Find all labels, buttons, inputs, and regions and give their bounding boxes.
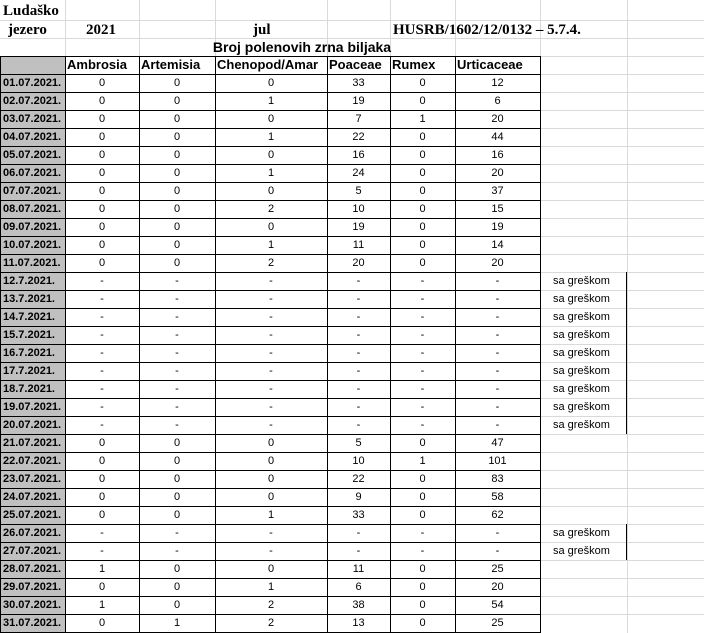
table-border-horizontal: [0, 398, 541, 399]
value-cell[interactable]: -: [420, 401, 425, 413]
date-cell[interactable]: 08.07.2021.: [0, 200, 65, 218]
value-cell[interactable]: 0: [98, 203, 106, 215]
note-block-right-border: [626, 272, 627, 434]
table-border-horizontal: [0, 542, 541, 543]
value-cell[interactable]: 16: [491, 149, 504, 161]
value-cell[interactable]: -: [356, 545, 361, 557]
value-cell[interactable]: -: [100, 311, 104, 323]
value-cell[interactable]: -: [175, 347, 179, 359]
date-cell[interactable]: 21.07.2021.: [0, 434, 65, 452]
date-cell[interactable]: 20.07.2021.: [0, 416, 65, 434]
value-cell[interactable]: 0: [173, 77, 181, 89]
value-cell[interactable]: 0: [98, 239, 106, 251]
error-note-cell[interactable]: sa greškom: [553, 545, 610, 557]
value-cell[interactable]: -: [100, 419, 104, 431]
value-cell[interactable]: -: [175, 275, 179, 287]
date-cell[interactable]: 10.07.2021.: [0, 236, 65, 254]
table-border-horizontal: [0, 56, 541, 57]
value-cell[interactable]: 0: [419, 149, 426, 161]
value-cell[interactable]: 0: [419, 437, 426, 449]
column-header[interactable]: Rumex: [392, 57, 436, 72]
value-cell[interactable]: 0: [98, 77, 106, 89]
value-cell[interactable]: 1: [98, 563, 106, 575]
value-cell[interactable]: 0: [419, 185, 426, 197]
table-border-horizontal: [0, 578, 541, 579]
note-block-right-border: [626, 524, 627, 560]
value-cell[interactable]: 0: [173, 509, 181, 521]
table-border-horizontal: [0, 146, 541, 147]
table-border-horizontal: [0, 614, 541, 615]
table-border-horizontal: [0, 434, 541, 435]
value-cell[interactable]: 0: [267, 455, 275, 467]
date-header-cell[interactable]: [0, 56, 65, 74]
date-cell[interactable]: 23.07.2021.: [0, 470, 65, 488]
date-cell[interactable]: 05.07.2021.: [0, 146, 65, 164]
value-cell[interactable]: 0: [419, 491, 426, 503]
error-note-cell[interactable]: sa greškom: [553, 329, 610, 341]
value-cell[interactable]: -: [356, 293, 361, 305]
value-cell[interactable]: -: [356, 401, 361, 413]
value-cell[interactable]: 0: [173, 491, 181, 503]
table-border-horizontal: [0, 506, 541, 507]
value-cell[interactable]: 0: [173, 113, 181, 125]
value-cell[interactable]: -: [420, 329, 425, 341]
value-cell[interactable]: 9: [355, 491, 362, 503]
value-cell[interactable]: 62: [491, 509, 504, 521]
table-border-horizontal: [0, 236, 541, 237]
value-cell[interactable]: 20: [352, 257, 365, 269]
table-border-horizontal: [0, 218, 541, 219]
table-border-horizontal: [0, 182, 541, 183]
value-cell[interactable]: -: [356, 419, 361, 431]
value-cell[interactable]: 44: [491, 131, 504, 143]
value-cell[interactable]: 1: [267, 95, 275, 107]
value-cell[interactable]: 0: [419, 221, 426, 233]
value-cell[interactable]: 0: [173, 131, 181, 143]
column-header[interactable]: Urticaceae: [457, 57, 523, 72]
table-border-horizontal: [0, 596, 541, 597]
value-cell[interactable]: 7: [355, 113, 362, 125]
table-border-horizontal: [0, 344, 541, 345]
value-cell[interactable]: -: [356, 527, 361, 539]
value-cell[interactable]: -: [100, 365, 104, 377]
value-cell[interactable]: 0: [419, 203, 426, 215]
value-cell[interactable]: 19: [352, 221, 365, 233]
date-cell[interactable]: 16.7.2021.: [0, 344, 65, 362]
value-cell[interactable]: 101: [488, 455, 507, 467]
value-cell[interactable]: 0: [419, 599, 426, 611]
value-cell[interactable]: 83: [491, 473, 504, 485]
value-cell[interactable]: 1: [173, 617, 181, 629]
column-header[interactable]: Artemisia: [141, 57, 201, 72]
value-cell[interactable]: 0: [173, 437, 181, 449]
table-border-horizontal: [0, 254, 541, 255]
date-cell[interactable]: 25.07.2021.: [0, 506, 65, 524]
value-cell[interactable]: 11: [352, 239, 365, 251]
date-cell[interactable]: 26.07.2021.: [0, 524, 65, 542]
table-subtitle[interactable]: Broj polenovih zrna biljaka: [212, 39, 392, 55]
value-cell[interactable]: 0: [419, 617, 426, 629]
value-cell[interactable]: 0: [419, 95, 426, 107]
value-cell[interactable]: -: [175, 329, 179, 341]
value-cell[interactable]: 0: [173, 185, 181, 197]
value-cell[interactable]: 10: [352, 455, 365, 467]
value-cell[interactable]: 22: [352, 473, 365, 485]
value-cell[interactable]: -: [100, 329, 104, 341]
value-cell[interactable]: 19: [352, 95, 365, 107]
date-cell[interactable]: 14.7.2021.: [0, 308, 65, 326]
date-cell[interactable]: 03.07.2021.: [0, 110, 65, 128]
error-note-cell[interactable]: sa greškom: [553, 419, 610, 431]
error-note-cell[interactable]: sa greškom: [553, 365, 610, 377]
value-cell[interactable]: 0: [419, 167, 426, 179]
value-cell[interactable]: -: [100, 401, 104, 413]
value-cell[interactable]: -: [495, 293, 500, 305]
month-cell[interactable]: jul: [253, 22, 271, 38]
value-cell[interactable]: 47: [491, 437, 504, 449]
value-cell[interactable]: 1: [98, 599, 106, 611]
error-note-cell[interactable]: sa greškom: [553, 275, 610, 287]
value-cell[interactable]: 0: [98, 95, 106, 107]
value-cell[interactable]: -: [356, 365, 361, 377]
value-cell[interactable]: -: [269, 419, 273, 431]
table-border-horizontal: [0, 92, 541, 93]
date-cell[interactable]: 15.7.2021.: [0, 326, 65, 344]
value-cell[interactable]: -: [420, 545, 425, 557]
date-cell[interactable]: 28.07.2021.: [0, 560, 65, 578]
table-border-horizontal: [0, 164, 541, 165]
value-cell[interactable]: -: [175, 401, 179, 413]
value-cell[interactable]: -: [420, 527, 425, 539]
table-border-horizontal: [0, 326, 541, 327]
date-cell[interactable]: 12.7.2021.: [0, 272, 65, 290]
value-cell[interactable]: 5: [355, 185, 362, 197]
value-cell[interactable]: -: [495, 275, 500, 287]
value-cell[interactable]: 0: [98, 437, 106, 449]
column-header[interactable]: Chenopod/Amar: [217, 57, 319, 72]
value-cell[interactable]: 1: [267, 167, 275, 179]
value-cell[interactable]: 1: [419, 455, 426, 467]
value-cell[interactable]: 2: [267, 203, 275, 215]
error-note-cell[interactable]: sa greškom: [553, 311, 610, 323]
project-code-cell[interactable]: HUSRB/1602/12/0132 – 5.7.4.: [393, 22, 581, 38]
value-cell[interactable]: 0: [173, 455, 181, 467]
value-cell[interactable]: -: [420, 383, 425, 395]
date-cell[interactable]: 19.07.2021.: [0, 398, 65, 416]
value-cell[interactable]: 0: [98, 113, 106, 125]
value-cell[interactable]: 0: [267, 221, 275, 233]
value-cell[interactable]: 0: [173, 149, 181, 161]
value-cell[interactable]: 0: [419, 473, 426, 485]
value-cell[interactable]: 0: [173, 599, 181, 611]
value-cell[interactable]: 33: [352, 77, 365, 89]
value-cell[interactable]: 22: [352, 131, 365, 143]
value-cell[interactable]: 0: [267, 491, 275, 503]
gridline-vertical: [627, 0, 628, 633]
location-line1[interactable]: Ludaško: [3, 3, 59, 19]
value-cell[interactable]: 12: [491, 77, 504, 89]
value-cell[interactable]: 0: [98, 617, 106, 629]
value-cell[interactable]: 0: [173, 581, 181, 593]
value-cell[interactable]: 0: [173, 473, 181, 485]
date-cell[interactable]: 01.07.2021.: [0, 74, 65, 92]
date-cell[interactable]: 09.07.2021.: [0, 218, 65, 236]
value-cell[interactable]: 0: [98, 131, 106, 143]
value-cell[interactable]: 1: [267, 581, 275, 593]
value-cell[interactable]: -: [100, 347, 104, 359]
value-cell[interactable]: 20: [491, 581, 504, 593]
value-cell[interactable]: 11: [352, 563, 365, 575]
value-cell[interactable]: 16: [352, 149, 365, 161]
value-cell[interactable]: 25: [491, 617, 504, 629]
value-cell[interactable]: 2: [267, 599, 275, 611]
value-cell[interactable]: 0: [98, 257, 106, 269]
value-cell[interactable]: 1: [267, 509, 275, 521]
value-cell[interactable]: -: [269, 293, 273, 305]
year-cell[interactable]: 2021: [86, 22, 116, 38]
error-note-cell[interactable]: sa greškom: [553, 527, 610, 539]
date-cell[interactable]: 07.07.2021.: [0, 182, 65, 200]
table-border-horizontal: [0, 290, 541, 291]
error-note-cell[interactable]: sa greškom: [553, 401, 610, 413]
value-cell[interactable]: 13: [352, 617, 365, 629]
value-cell[interactable]: 1: [267, 239, 275, 251]
value-cell[interactable]: 0: [173, 563, 181, 575]
value-cell[interactable]: 0: [173, 203, 181, 215]
value-cell[interactable]: -: [420, 365, 425, 377]
table-border-horizontal: [0, 362, 541, 363]
value-cell[interactable]: -: [495, 419, 500, 431]
value-cell[interactable]: -: [175, 527, 179, 539]
value-cell[interactable]: 24: [352, 167, 365, 179]
table-border-horizontal: [0, 452, 541, 453]
value-cell[interactable]: 0: [267, 473, 275, 485]
value-cell[interactable]: 0: [98, 455, 106, 467]
table-border-horizontal: [0, 380, 541, 381]
value-cell[interactable]: -: [420, 419, 425, 431]
value-cell[interactable]: 0: [267, 185, 275, 197]
table-border-horizontal: [0, 110, 541, 111]
table-border-horizontal: [0, 416, 541, 417]
date-cell[interactable]: 30.07.2021.: [0, 596, 65, 614]
value-cell[interactable]: -: [175, 419, 179, 431]
table-border-horizontal: [0, 488, 541, 489]
value-cell[interactable]: -: [495, 365, 500, 377]
value-cell[interactable]: 0: [419, 581, 426, 593]
value-cell[interactable]: -: [175, 311, 179, 323]
date-cell[interactable]: 22.07.2021.: [0, 452, 65, 470]
table-border-horizontal: [0, 308, 541, 309]
value-cell[interactable]: 0: [98, 509, 106, 521]
value-cell[interactable]: -: [175, 545, 179, 557]
value-cell[interactable]: 1: [267, 131, 275, 143]
date-cell[interactable]: 17.7.2021.: [0, 362, 65, 380]
value-cell[interactable]: 6: [494, 95, 501, 107]
value-cell[interactable]: -: [495, 401, 500, 413]
date-cell[interactable]: 27.07.2021.: [0, 542, 65, 560]
table-border-horizontal: [0, 470, 541, 471]
error-note-cell[interactable]: sa greškom: [553, 383, 610, 395]
value-cell[interactable]: 54: [491, 599, 504, 611]
value-cell[interactable]: 0: [419, 257, 426, 269]
value-cell[interactable]: -: [356, 383, 361, 395]
value-cell[interactable]: 0: [419, 563, 426, 575]
value-cell[interactable]: -: [495, 383, 500, 395]
value-cell[interactable]: 0: [173, 221, 181, 233]
value-cell[interactable]: -: [495, 347, 500, 359]
table-border-horizontal: [0, 128, 541, 129]
value-cell[interactable]: 0: [419, 77, 426, 89]
value-cell[interactable]: 10: [352, 203, 365, 215]
value-cell[interactable]: 1: [419, 113, 426, 125]
date-cell[interactable]: 24.07.2021.: [0, 488, 65, 506]
value-cell[interactable]: 0: [173, 95, 181, 107]
value-cell[interactable]: 0: [173, 257, 181, 269]
value-cell[interactable]: 0: [98, 221, 106, 233]
date-cell[interactable]: 13.7.2021.: [0, 290, 65, 308]
value-cell[interactable]: 38: [352, 599, 365, 611]
value-cell[interactable]: -: [269, 347, 273, 359]
date-cell[interactable]: 11.07.2021.: [0, 254, 65, 272]
value-cell[interactable]: 25: [491, 563, 504, 575]
error-note-cell[interactable]: sa greškom: [553, 293, 610, 305]
value-cell[interactable]: 0: [419, 131, 426, 143]
value-cell[interactable]: 14: [491, 239, 504, 251]
value-cell[interactable]: 0: [98, 167, 106, 179]
value-cell[interactable]: 20: [491, 257, 504, 269]
value-cell[interactable]: 0: [419, 509, 426, 521]
value-cell[interactable]: -: [100, 383, 104, 395]
column-header[interactable]: Ambrosia: [67, 57, 127, 72]
value-cell[interactable]: -: [356, 329, 361, 341]
value-cell[interactable]: 0: [419, 239, 426, 251]
value-cell[interactable]: 58: [491, 491, 504, 503]
value-cell[interactable]: -: [175, 293, 179, 305]
value-cell[interactable]: 0: [267, 77, 275, 89]
value-cell[interactable]: -: [269, 401, 273, 413]
value-cell[interactable]: -: [269, 527, 273, 539]
value-cell[interactable]: 0: [173, 167, 181, 179]
table-border-horizontal: [0, 74, 541, 75]
value-cell[interactable]: 0: [267, 149, 275, 161]
value-cell[interactable]: 2: [267, 617, 275, 629]
value-cell[interactable]: -: [175, 365, 179, 377]
date-cell[interactable]: 06.07.2021.: [0, 164, 65, 182]
date-cell[interactable]: 04.07.2021.: [0, 128, 65, 146]
value-cell[interactable]: -: [356, 347, 361, 359]
value-cell[interactable]: 20: [491, 167, 504, 179]
value-cell[interactable]: 0: [267, 563, 275, 575]
value-cell[interactable]: -: [420, 347, 425, 359]
value-cell[interactable]: -: [495, 329, 500, 341]
value-cell[interactable]: 0: [267, 113, 275, 125]
table-border-horizontal: [0, 200, 541, 201]
value-cell[interactable]: -: [495, 311, 500, 323]
value-cell[interactable]: 6: [355, 581, 362, 593]
value-cell[interactable]: 0: [98, 185, 106, 197]
date-cell[interactable]: 31.07.2021.: [0, 614, 65, 632]
table-border-horizontal: [0, 524, 541, 525]
value-cell[interactable]: -: [269, 311, 273, 323]
column-header[interactable]: Poaceae: [329, 57, 382, 72]
value-cell[interactable]: -: [269, 275, 273, 287]
value-cell[interactable]: -: [420, 293, 425, 305]
value-cell[interactable]: 0: [98, 149, 106, 161]
value-cell[interactable]: 37: [491, 185, 504, 197]
value-cell[interactable]: 0: [98, 473, 106, 485]
table-border-horizontal: [0, 272, 541, 273]
value-cell[interactable]: -: [420, 311, 425, 323]
error-note-cell[interactable]: sa greškom: [553, 347, 610, 359]
value-cell[interactable]: -: [356, 311, 361, 323]
value-cell[interactable]: -: [100, 275, 104, 287]
value-cell[interactable]: -: [495, 527, 500, 539]
date-cell[interactable]: 18.7.2021.: [0, 380, 65, 398]
value-cell[interactable]: -: [100, 293, 104, 305]
value-cell[interactable]: 0: [267, 437, 275, 449]
value-cell[interactable]: -: [175, 383, 179, 395]
date-cell[interactable]: 29.07.2021.: [0, 578, 65, 596]
value-cell[interactable]: 15: [491, 203, 504, 215]
value-cell[interactable]: -: [495, 545, 500, 557]
value-cell[interactable]: -: [269, 329, 273, 341]
value-cell[interactable]: -: [420, 275, 425, 287]
date-cell[interactable]: 02.07.2021.: [0, 92, 65, 110]
value-cell[interactable]: 0: [173, 239, 181, 251]
value-cell[interactable]: -: [100, 527, 104, 539]
value-cell[interactable]: 0: [98, 491, 106, 503]
value-cell[interactable]: 20: [491, 113, 504, 125]
value-cell[interactable]: 0: [98, 581, 106, 593]
value-cell[interactable]: -: [269, 365, 273, 377]
value-cell[interactable]: 19: [491, 221, 504, 233]
value-cell[interactable]: -: [100, 545, 104, 557]
value-cell[interactable]: -: [356, 275, 361, 287]
value-cell[interactable]: -: [269, 545, 273, 557]
value-cell[interactable]: 33: [352, 509, 365, 521]
value-cell[interactable]: -: [269, 383, 273, 395]
table-border-horizontal: [0, 560, 541, 561]
value-cell[interactable]: 5: [355, 437, 362, 449]
location-line2[interactable]: jezero: [8, 22, 47, 38]
value-cell[interactable]: 2: [267, 257, 275, 269]
